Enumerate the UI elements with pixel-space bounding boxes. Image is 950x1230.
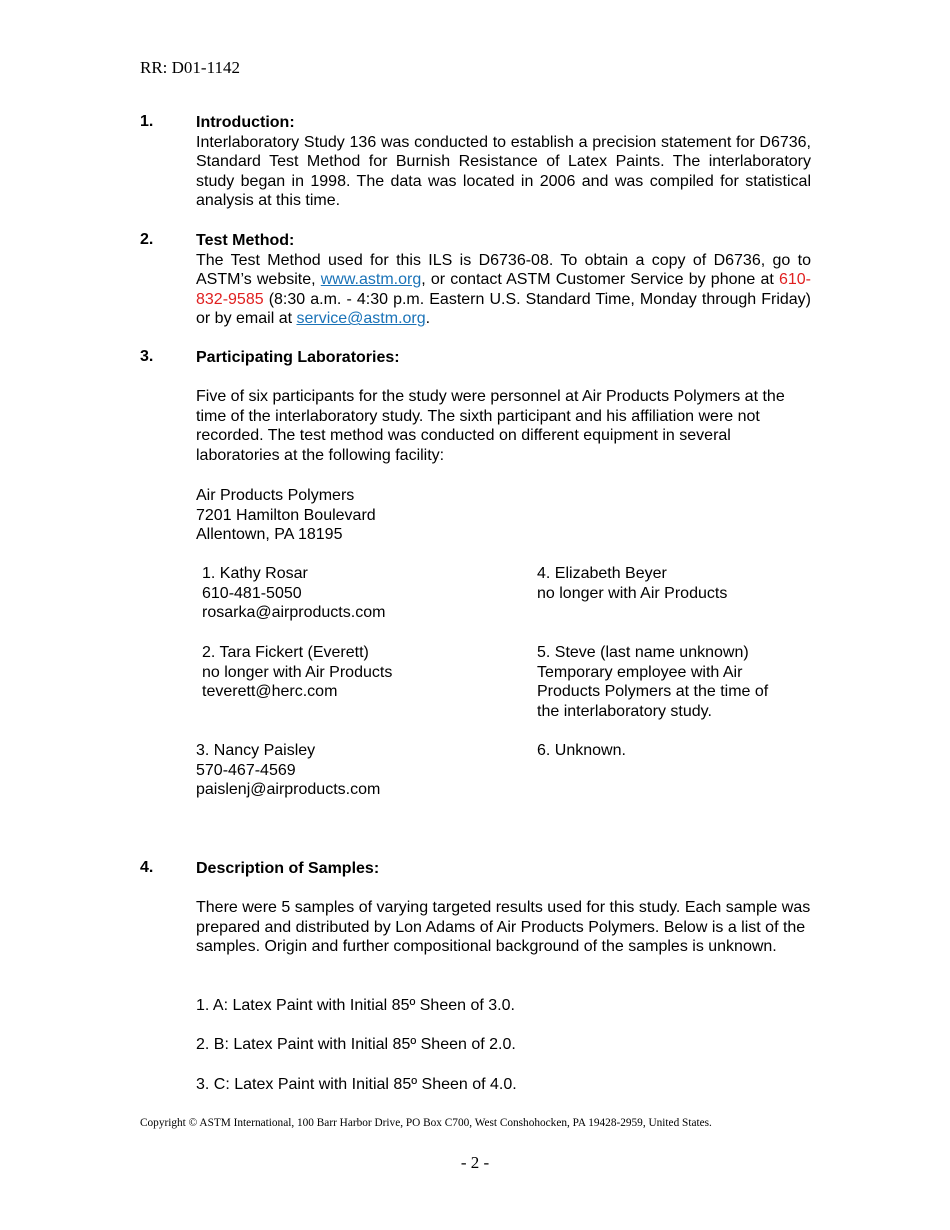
astm-website-link[interactable]: www.astm.org: [320, 271, 422, 289]
introduction-paragraph: Interlaboratory Study 136 was conducted to establish a precision statement for D6736, Standard Test Method for Burnish Resistance of Latex Paints. The interlaboratory study began in 1998. The data was located in 2006 and was compiled for statistical analysis at this time.: [196, 133, 811, 210]
participant-name: 6. Unknown.: [537, 742, 626, 759]
participant-3: [196, 741, 476, 800]
report-number-header: RR: D01-1142: [140, 58, 240, 77]
address-line: Allentown, PA 18195: [196, 526, 343, 544]
participants-paragraph: Five of six participants for the study were personnel at Air Products Polymers at the time of the interlaboratory study. The sixth participant and his affiliation were not recorded. The test method was conducted on different equipment in several laboratories at the following facility:: [196, 388, 785, 464]
sample-item: 2. B: Latex Paint with Initial 85º Sheen of 2.0.: [196, 1036, 516, 1053]
page-number: - 2 -: [460, 1153, 490, 1172]
sample-item: 1. A: Latex Paint with Initial 85º Sheen of 3.0.: [196, 997, 515, 1014]
service-email-link[interactable]: service@astm.org: [296, 310, 426, 328]
section-number: 3.: [140, 348, 154, 365]
participant-1: [202, 564, 482, 623]
participant-5: [537, 643, 817, 721]
copyright-footer: Copyright © ASTM International, 100 Barr Harbor Drive, PO Box C700, West Conshohocken, PA 19428-2959, United States.: [140, 1117, 712, 1129]
address-line: 7201 Hamilton Boulevard: [196, 506, 376, 524]
participant-4: [537, 564, 817, 603]
participant-name: 4. Elizabeth Beyer: [537, 565, 667, 582]
text-run: (8:30 a.m. - 4:30 p.m. Eastern U.S. Standard Time, Monday through Friday) or by email at: [196, 290, 811, 328]
text-run: .: [425, 310, 431, 328]
section-title: Test Method:: [196, 232, 295, 249]
participant-2: [202, 643, 482, 702]
participant-phone: 570-467-4569: [196, 761, 296, 779]
participant-note: no longer with Air Products: [202, 663, 393, 681]
participant-phone: 610-481-5050: [202, 584, 302, 602]
customer-service-phone: 610-832-9585: [196, 271, 812, 308]
participant-name: 2. Tara Fickert (Everett): [202, 644, 369, 661]
participant-email: paislenj@airproducts.com: [196, 781, 381, 799]
section-number: 1.: [140, 113, 154, 130]
section-title: Participating Laboratories:: [196, 349, 400, 366]
samples-paragraph: There were 5 samples of varying targeted results used for this study. Each sample was prepared and distributed by Lon Adams of Air Products Polymers. Below is a list of the samples. Origin and further compositional background of the samples is unknown.: [196, 899, 811, 956]
participant-6: [537, 741, 817, 761]
test-method-paragraph: [196, 251, 811, 329]
section-number: 2.: [140, 231, 154, 248]
section-title: Introduction:: [196, 114, 295, 131]
participant-note: Temporary employee with Air: [537, 663, 743, 681]
participant-email: rosarka@airproducts.com: [202, 604, 386, 622]
participant-name: 1. Kathy Rosar: [202, 565, 308, 582]
text-run: , or contact ASTM Customer Service by phone at: [421, 271, 779, 289]
address-line: Air Products Polymers: [196, 487, 355, 504]
facility-address: [196, 486, 376, 545]
participant-note: the interlaboratory study.: [537, 702, 712, 720]
participant-name: 3. Nancy Paisley: [196, 742, 316, 759]
participant-note: Products Polymers at the time of: [537, 683, 769, 701]
sample-item: 3. C: Latex Paint with Initial 85º Sheen of 4.0.: [196, 1076, 517, 1093]
participant-email: teverett@herc.com: [202, 683, 338, 701]
section-number: 4.: [140, 859, 154, 876]
section-title: Description of Samples:: [196, 860, 380, 877]
participant-name: 5. Steve (last name unknown): [537, 644, 749, 661]
participant-note: no longer with Air Products: [537, 584, 728, 602]
text-run: The Test Method used for this ILS is D6736-08. To obtain a copy of D6736, go to ASTM’s website,: [196, 251, 811, 289]
